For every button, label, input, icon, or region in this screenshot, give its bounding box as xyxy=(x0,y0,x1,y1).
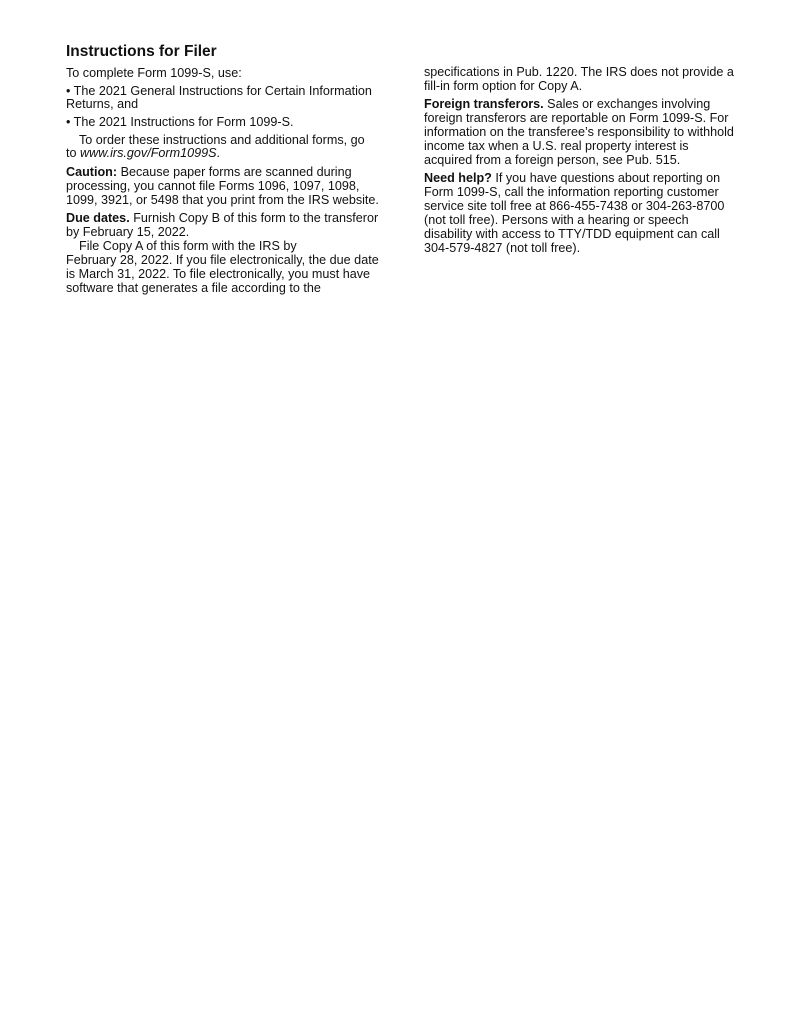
help-text: (not toll free). Persons with a hearing or speech xyxy=(424,213,689,227)
bullet-general-instructions: • The 2021 General Instructions for Certain Information xyxy=(66,84,372,98)
help-text: 304-579-4827 (not toll free). xyxy=(424,241,581,255)
file-text: February 28, 2022. If you file electronically, the due date xyxy=(66,253,379,267)
due-label: Due dates. xyxy=(66,211,130,225)
due-line xyxy=(66,211,378,225)
help-text: Form 1099-S, call the information reporting customer xyxy=(424,185,719,199)
caution-line xyxy=(66,165,352,179)
foreign-text: information on the transferee’s responsibility to withhold xyxy=(424,125,734,139)
foreign-text: foreign transferors are reportable on Form 1099-S. For xyxy=(424,111,729,125)
caution-label: Caution: xyxy=(66,165,118,179)
spec-text: specifications in Pub. 1220. The IRS does not provide a xyxy=(424,65,734,79)
help-line xyxy=(424,171,720,185)
help-text: disability with access to TTY/TDD equipment can call xyxy=(424,227,720,241)
order-text: To order these instructions and additional forms, go xyxy=(79,133,365,147)
file-text: software that generates a file according to the xyxy=(66,281,321,295)
help-text: If you have questions about reporting on xyxy=(491,171,721,185)
due-text: by February 15, 2022. xyxy=(66,225,190,239)
foreign-text: acquired from a foreign person, see Pub. 515. xyxy=(424,153,681,167)
foreign-line xyxy=(424,97,710,111)
order-text-cont xyxy=(66,146,220,160)
order-prefix: to xyxy=(66,146,81,160)
help-label: Need help? xyxy=(424,171,492,185)
file-text: is March 31, 2022. To file electronically, you must have xyxy=(66,267,371,281)
foreign-label: Foreign transferors. xyxy=(424,97,544,111)
section-title: Instructions for Filer xyxy=(66,43,217,60)
caution-text: processing, you cannot file Forms 1096, 1097, 1098, xyxy=(66,179,360,193)
irs-link[interactable]: www.irs.gov/Form1099S xyxy=(80,146,217,160)
intro-text: To complete Form 1099-S, use: xyxy=(66,66,242,80)
spec-text: fill-in form option for Copy A. xyxy=(424,79,583,93)
bullet-general-instructions-cont: Returns, and xyxy=(66,97,139,111)
due-text: Furnish Copy B of this form to the transferor xyxy=(129,211,379,225)
caution-text: 1099, 3921, or 5498 that you print from the IRS website. xyxy=(66,193,379,207)
bullet-form-instructions: • The 2021 Instructions for Form 1099-S. xyxy=(66,115,294,129)
help-text: service site toll free at 866-455-7438 or 304-263-8700 xyxy=(424,199,725,213)
file-text: File Copy A of this form with the IRS by xyxy=(79,239,297,253)
foreign-text: Sales or exchanges involving xyxy=(543,97,711,111)
order-end: . xyxy=(216,146,220,160)
caution-text: Because paper forms are scanned during xyxy=(117,165,352,179)
foreign-text: income tax when a U.S. real property interest is xyxy=(424,139,689,153)
